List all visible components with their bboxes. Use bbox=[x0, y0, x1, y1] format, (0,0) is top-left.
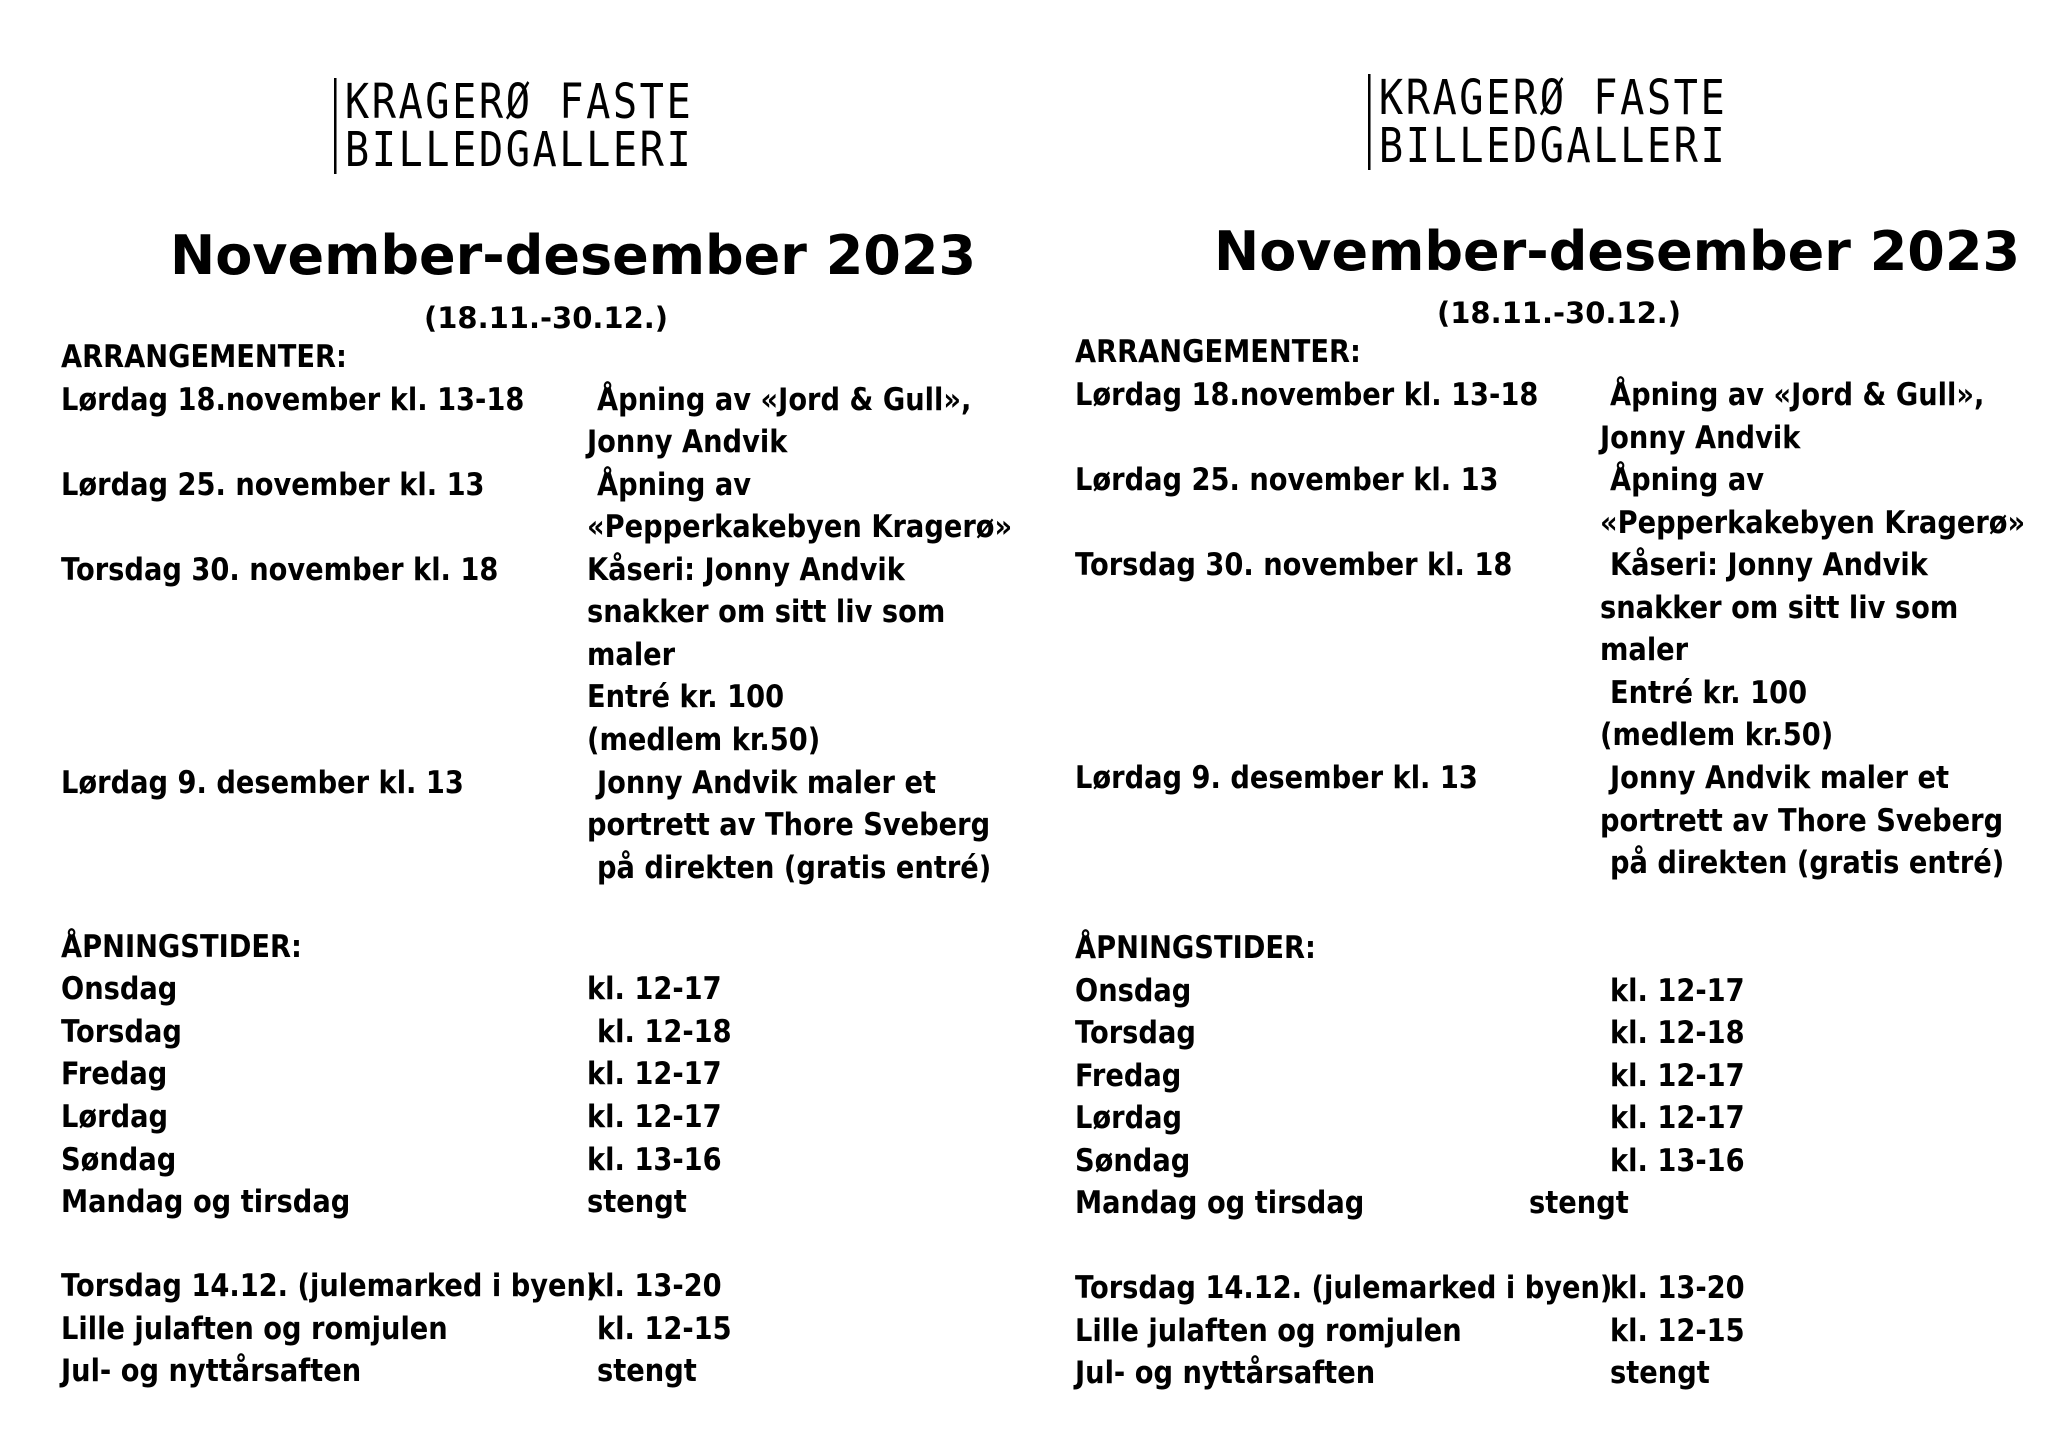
special-time-2: kl. 12-15 bbox=[597, 1311, 732, 1347]
special-time-3: stengt bbox=[1610, 1355, 1710, 1391]
hours-time-2: kl. 12-18 bbox=[597, 1014, 732, 1050]
hours-day-1: Onsdag bbox=[61, 971, 178, 1007]
event-4-line-1: Jonny Andvik maler et bbox=[597, 765, 937, 801]
hours-day-2: Torsdag bbox=[61, 1014, 182, 1050]
event-1-line-1: Åpning av «Jord & Gull», bbox=[597, 382, 972, 418]
event-4-line-2: portrett av Thore Sveberg bbox=[1600, 803, 2004, 839]
hours-day-6: Mandag og tirsdag bbox=[61, 1184, 351, 1220]
hours-day-3: Fredag bbox=[61, 1056, 168, 1092]
special-day-2: Lille julaften og romjulen bbox=[1075, 1313, 1462, 1349]
logo-line-2: BILLEDGALLERI bbox=[344, 122, 694, 178]
event-4-line-3: på direkten (gratis entré) bbox=[1610, 845, 2005, 881]
hours-day-4: Lørdag bbox=[1075, 1100, 1183, 1136]
event-4-line-1: Jonny Andvik maler et bbox=[1610, 760, 1950, 796]
special-time-1: kl. 13-20 bbox=[587, 1268, 722, 1304]
event-2-when: Lørdag 25. november kl. 13 bbox=[1075, 462, 1499, 498]
flyer-right bbox=[1034, 0, 2068, 1456]
event-1-when: Lørdag 18.november kl. 13-18 bbox=[1075, 377, 1539, 413]
hours-time-5: kl. 13-16 bbox=[1610, 1143, 1745, 1179]
event-3-line-3: maler bbox=[587, 637, 676, 673]
hours-day-5: Søndag bbox=[1075, 1143, 1191, 1179]
event-2-line-2: «Pepperkakebyen Kragerø» bbox=[587, 509, 1013, 545]
event-3-when: Torsdag 30. november kl. 18 bbox=[1075, 547, 1513, 583]
hours-time-4: kl. 12-17 bbox=[587, 1099, 722, 1135]
hours-day-6: Mandag og tirsdag bbox=[1075, 1185, 1365, 1221]
event-3-line-3: maler bbox=[1600, 632, 1689, 668]
event-3-line-1: Kåseri: Jonny Andvik bbox=[1610, 547, 1928, 583]
special-day-3: Jul- og nyttårsaften bbox=[1075, 1355, 1376, 1391]
event-2-when: Lørdag 25. november kl. 13 bbox=[61, 467, 485, 503]
hours-day-5: Søndag bbox=[61, 1142, 177, 1178]
special-time-1: kl. 13-20 bbox=[1610, 1270, 1745, 1306]
hours-day-4: Lørdag bbox=[61, 1099, 169, 1135]
hours-time-1: kl. 12-17 bbox=[1610, 973, 1745, 1009]
event-3-line-5: (medlem kr.50) bbox=[1600, 717, 1834, 753]
event-3-line-4: Entré kr. 100 bbox=[587, 679, 785, 715]
event-4-when: Lørdag 9. desember kl. 13 bbox=[61, 765, 464, 801]
hours-day-1: Onsdag bbox=[1075, 973, 1192, 1009]
event-3-line-2: snakker om sitt liv som bbox=[1600, 590, 1959, 626]
hours-day-2: Torsdag bbox=[1075, 1015, 1196, 1051]
special-day-3: Jul- og nyttårsaften bbox=[61, 1353, 362, 1389]
event-1-line-1: Åpning av «Jord & Gull», bbox=[1610, 377, 1985, 413]
hours-heading: ÅPNINGSTIDER: bbox=[1075, 930, 1316, 966]
event-3-line-5: (medlem kr.50) bbox=[587, 722, 821, 758]
page-title: November-desember 2023 bbox=[170, 224, 977, 287]
event-2-line-1: Åpning av bbox=[597, 467, 752, 503]
hours-time-4: kl. 12-17 bbox=[1610, 1100, 1745, 1136]
event-1-line-2: Jonny Andvik bbox=[1600, 420, 1801, 456]
logo-line-2: BILLEDGALLERI bbox=[1378, 118, 1728, 174]
events-heading: ARRANGEMENTER: bbox=[1075, 334, 1361, 370]
gallery-logo bbox=[334, 74, 694, 178]
event-4-when: Lørdag 9. desember kl. 13 bbox=[1075, 760, 1478, 796]
hours-day-3: Fredag bbox=[1075, 1058, 1182, 1094]
date-range: (18.11.-30.12.) bbox=[1437, 296, 1682, 330]
hours-time-2: kl. 12-18 bbox=[1610, 1015, 1745, 1051]
event-3-when: Torsdag 30. november kl. 18 bbox=[61, 552, 499, 588]
page-title: November-desember 2023 bbox=[1214, 220, 2021, 283]
event-1-line-2: Jonny Andvik bbox=[587, 424, 788, 460]
gallery-logo bbox=[1368, 70, 1728, 174]
event-3-line-4: Entré kr. 100 bbox=[1610, 675, 1808, 711]
event-3-line-1: Kåseri: Jonny Andvik bbox=[587, 552, 905, 588]
hours-time-5: kl. 13-16 bbox=[587, 1142, 722, 1178]
hours-time-6: stengt bbox=[1529, 1185, 1629, 1221]
special-day-1: Torsdag 14.12. (julemarked i byen) bbox=[61, 1268, 599, 1304]
event-4-line-2: portrett av Thore Sveberg bbox=[587, 807, 991, 843]
event-1-when: Lørdag 18.november kl. 13-18 bbox=[61, 382, 525, 418]
events-heading: ARRANGEMENTER: bbox=[61, 339, 347, 375]
event-3-line-2: snakker om sitt liv som bbox=[587, 594, 946, 630]
hours-time-3: kl. 12-17 bbox=[587, 1056, 722, 1092]
hours-time-1: kl. 12-17 bbox=[587, 971, 722, 1007]
hours-time-3: kl. 12-17 bbox=[1610, 1058, 1745, 1094]
logo-line-1: KRAGERØ FASTE bbox=[1378, 70, 1728, 126]
special-day-1: Torsdag 14.12. (julemarked i byen) bbox=[1075, 1270, 1613, 1306]
logo-line-1: KRAGERØ FASTE bbox=[344, 74, 694, 130]
hours-heading: ÅPNINGSTIDER: bbox=[61, 929, 302, 965]
special-time-2: kl. 12-15 bbox=[1610, 1313, 1745, 1349]
special-time-3: stengt bbox=[597, 1353, 697, 1389]
event-2-line-1: Åpning av bbox=[1610, 462, 1765, 498]
date-range: (18.11.-30.12.) bbox=[424, 301, 669, 335]
hours-time-6: stengt bbox=[587, 1184, 687, 1220]
special-day-2: Lille julaften og romjulen bbox=[61, 1311, 448, 1347]
event-2-line-2: «Pepperkakebyen Kragerø» bbox=[1600, 505, 2026, 541]
event-4-line-3: på direkten (gratis entré) bbox=[597, 850, 992, 886]
